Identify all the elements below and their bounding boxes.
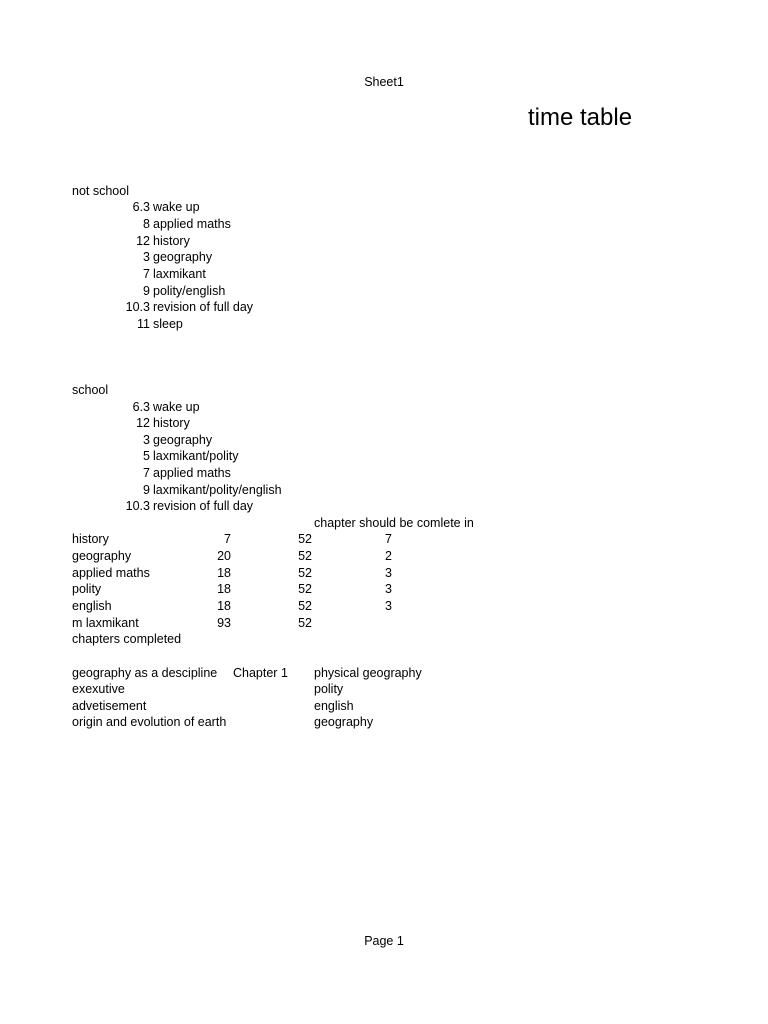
schedule-activity: history: [153, 416, 190, 430]
completed-topic: advetisement: [72, 699, 147, 713]
subject-chapters: 18: [217, 566, 231, 580]
subject-name: m laxmikant: [72, 616, 139, 630]
not-school-label: not school: [72, 184, 129, 198]
subject-chapters: 18: [217, 582, 231, 596]
schedule-time: 6.3: [132, 200, 150, 214]
subject-weeks: 52: [298, 566, 312, 580]
schedule-time: 7: [143, 466, 150, 480]
subject-weeks: 52: [298, 582, 312, 596]
subject-chapters: 7: [224, 532, 231, 546]
subject-weeks: 52: [298, 599, 312, 613]
subject-name: english: [72, 599, 112, 613]
schedule-activity: applied maths: [153, 466, 231, 480]
subject-chapters: 18: [217, 599, 231, 613]
subject-complete-in: 2: [385, 549, 392, 563]
subject-name: polity: [72, 582, 102, 596]
schedule-time: 3: [143, 250, 150, 264]
schedule-activity: revision of full day: [153, 499, 254, 513]
subject-name: applied maths: [72, 566, 150, 580]
subject-complete-in: 3: [385, 566, 392, 580]
schedule-time: 12: [136, 416, 150, 430]
completed-subject: polity: [314, 682, 344, 696]
schedule-time: 12: [136, 234, 150, 248]
schedule-time: 9: [143, 284, 150, 298]
schedule-activity: geography: [153, 250, 213, 264]
schedule-activity: applied maths: [153, 217, 231, 231]
school-label: school: [72, 383, 109, 397]
schedule-time: 10.3: [125, 499, 150, 513]
schedule-activity: wake up: [153, 200, 200, 214]
subject-name: history: [72, 532, 109, 546]
schedule-time: 5: [143, 449, 150, 463]
subject-complete-in: 7: [385, 532, 392, 546]
schedule-activity: laxmikant/polity/english: [153, 483, 282, 497]
schedule-activity: polity/english: [153, 284, 226, 298]
completed-subject: english: [314, 699, 354, 713]
schedule-activity: sleep: [153, 317, 183, 331]
schedule-activity: revision of full day: [153, 300, 254, 314]
subject-name: geography: [72, 549, 132, 563]
completed-topic: geography as a descipline: [72, 666, 218, 680]
subject-weeks: 52: [298, 549, 312, 563]
page-number: Page 1: [364, 934, 404, 948]
document-title: time table: [528, 104, 633, 131]
schedule-time: 10.3: [125, 300, 150, 314]
schedule-time: 9: [143, 483, 150, 497]
schedule-time: 8: [143, 217, 150, 231]
chapters-completed-label: chapters completed: [72, 632, 182, 646]
schedule-time: 11: [137, 317, 150, 331]
completed-topic: exexutive: [72, 682, 125, 696]
completed-chapter: Chapter 1: [233, 666, 288, 680]
subject-complete-in: 3: [385, 582, 392, 596]
schedule-activity: wake up: [153, 400, 200, 414]
completed-subject: geography: [314, 715, 374, 729]
schedule-time: 7: [143, 267, 150, 281]
schedule-time: 6.3: [132, 400, 150, 414]
subject-chapters: 93: [217, 616, 231, 630]
schedule-activity: laxmikant: [153, 267, 206, 281]
subjects-header: chapter should be comlete in: [314, 516, 474, 530]
subject-weeks: 52: [298, 616, 312, 630]
sheet-title: Sheet1: [364, 75, 404, 89]
completed-subject: physical geography: [314, 666, 422, 680]
schedule-activity: geography: [153, 433, 213, 447]
subject-complete-in: 3: [385, 599, 392, 613]
schedule-activity: laxmikant/polity: [153, 449, 239, 463]
subject-weeks: 52: [298, 532, 312, 546]
schedule-time: 3: [143, 433, 150, 447]
subject-chapters: 20: [217, 549, 231, 563]
completed-topic: origin and evolution of earth: [72, 715, 227, 729]
schedule-activity: history: [153, 234, 190, 248]
